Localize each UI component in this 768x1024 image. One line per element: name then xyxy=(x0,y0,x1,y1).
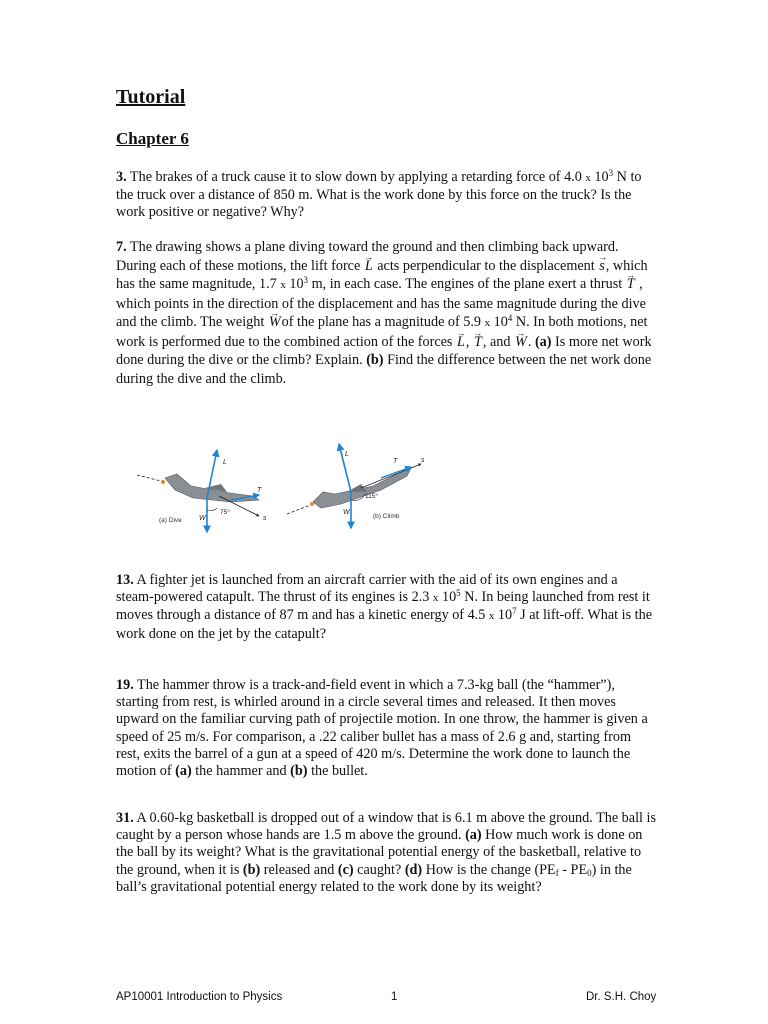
page-title: Tutorial xyxy=(116,86,186,108)
problem-number: 7. xyxy=(116,239,127,255)
climb-diagram xyxy=(287,444,425,528)
problem-number: 3. xyxy=(116,169,127,185)
vector-s: → s xyxy=(598,257,606,276)
svg-text:W: W xyxy=(343,509,350,516)
problem-31: 31. A 0.60-kg basketball is dropped out of a window that is 6.1 m above the ground. The ball is caught by a person whose hands are 1.5 m above the ground. (a) How much work is done on the ball by its weight? What is the gravitational potential energy of the basketball, relative to the ground, when it is (b) released and (c) caught? (d) How is the change $(PE_f - PE_0)$ in the ball’s gravitational potential energy related to the work done by its weight? xyxy=(116,810,656,895)
problem-13: 13. A fighter jet is launched from an aircraft carrier with the aid of its own engines and a steam-powered catapult. The thrust of its engines is 2.3 x $10^5$ N. In being launched from rest it moves through a distance of 87 m and has a kinetic energy of 4.5 x $10^7$ J at lift-off. What is the work done on the jet by the catapult? xyxy=(116,572,653,642)
climb-angle-label: 115° xyxy=(365,493,378,500)
vector-w: → W xyxy=(514,333,528,352)
vector-t: → T xyxy=(473,333,483,352)
svg-text:T: T xyxy=(393,458,398,465)
footer-page-number: 1 xyxy=(391,991,398,1003)
problem-number: 31. xyxy=(116,810,134,826)
vector-w: → W xyxy=(268,313,282,332)
problem-number: 19. xyxy=(116,677,134,693)
vector-t: → T xyxy=(626,275,636,294)
dive-angle-label: 75° xyxy=(220,509,230,516)
svg-text:s: s xyxy=(263,515,267,522)
climb-caption: (b) Climb xyxy=(373,513,400,520)
svg-text:T: T xyxy=(257,487,262,494)
svg-text:W: W xyxy=(199,515,206,522)
dive-diagram xyxy=(137,450,267,532)
vector-l: → L xyxy=(456,333,466,352)
svg-text:L: L xyxy=(223,459,227,466)
footer-author: Dr. S.H. Choy xyxy=(586,991,657,1003)
dive-climb-figure xyxy=(135,438,435,538)
vector-l: → L xyxy=(364,257,374,276)
svg-text:s: s xyxy=(421,457,425,464)
problem-7: 7. The drawing shows a plane diving toward the ground and then climbing back upward. During each of these motions, the lift force → L acts perpendicular to the displacement → s, which has the same magnitude, 1.7 x $10^3$ m, in each case. The engines of the plane exert a thrust → T , which points in the direction of the displacement and has the same magnitude during the dive and the climb. The weight → Wof the plane has a magnitude of 5.9 x $10^4$ N. In both motions, net work is performed due to the combined action of the forces → L, → T, and → W. (a) Is more net work done during the dive or the climb? Explain. (b) Find the difference between the net work done during the dive and the climb. xyxy=(116,238,656,388)
chapter-heading: Chapter 6 xyxy=(116,129,189,148)
problem-number: 13. xyxy=(116,572,134,588)
footer-course: AP10001 Introduction to Physics xyxy=(116,991,283,1003)
problem-3: 3. The brakes of a truck cause it to slow down by applying a retarding force of 4.0 x $10^3$ N to the truck over a distance of 850 m. What is the work done by this force on the truck? Is the work positive or negative? Why? xyxy=(116,168,642,221)
problem-19: 19. The hammer throw is a track-and-field event in which a 7.3-kg ball (the “hammer”), starting from rest, is whirled around in a circle several times and released. It then moves upward on the familiar curving path of projectile motion. In one throw, the hammer is given a speed of 25 m/s. For comparison, a .22 caliber bullet has a mass of 2.6 g and, starting from rest, exits the barrel of a gun at a speed of 420 m/s. Determine the work done to launch the motion of (a) the hammer and (b) the bullet. xyxy=(116,677,648,780)
dive-caption: (a) Dive xyxy=(159,517,182,524)
svg-text:L: L xyxy=(345,451,349,458)
